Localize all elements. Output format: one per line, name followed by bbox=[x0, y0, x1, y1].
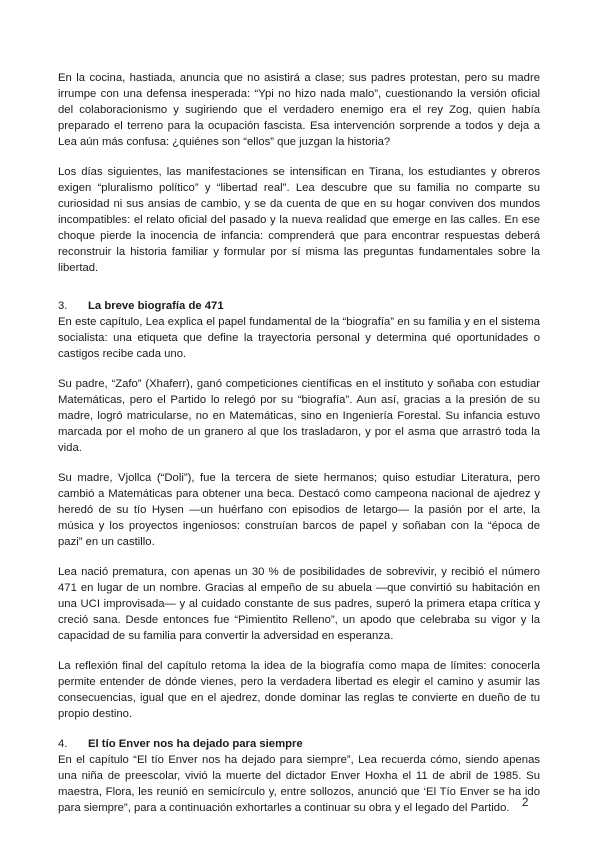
section-heading-4 bbox=[58, 736, 540, 752]
paragraph: Su padre, “Zafo” (Xhaferr), ganó competiciones científicas en el instituto y soñaba con estudiar Matemáticas, pero el Partido lo relegó por su “biografía”. Aun así, gracias a la presión de su madre, logró matricularse, no en Matemáticas, sino en Ingeniería Forestal. Su infancia estuvo marcada por el moho de un granero al que los trasladaron, y por el asma que arrastró toda la vida. bbox=[58, 378, 540, 454]
paragraph: En el capítulo “El tío Enver nos ha dejado para siempre”, Lea recuerda cómo, siendo apenas una niña de preescolar, vivió la muerte del dictador Enver Hoxha el 11 de abril de 1985. Su maestra, Flora, les reunió en semicírculo y, entre sollozos, anunció que ‘El Tío Enver se ha ido para siempre”, para a continuación exhortarles a continuar su obra y el legado del Partido. bbox=[58, 754, 540, 814]
section-title: El tío Enver nos ha dejado para siempre bbox=[88, 738, 303, 750]
paragraph: Su madre, Vjollca (“Doli”), fue la tercera de siete hermanos; quiso estudiar Literatura, pero cambió a Matemáticas para obtener una beca. Destacó como campeona nacional de ajedrez y heredó de su tío Hysen —un huérfano con episodios de letargo— la pasión por el arte, la música y los proyectos ingeniosos: construían barcos de papel y soñaban con la “época de pazi” en un castillo. bbox=[58, 472, 540, 548]
paragraph: En este capítulo, Lea explica el papel fundamental de la “biografía” en su familia y en el sistema socialista: una etiqueta que define la trayectoria personal y determina qué oportunidades o castigos recibe cada uno. bbox=[58, 316, 540, 360]
page-number: 2 bbox=[522, 797, 529, 809]
section-number: 4. bbox=[58, 738, 68, 750]
paragraph: Lea nació prematura, con apenas un 30 % de posibilidades de sobrevivir, y recibió el número 471 en lugar de un nombre. Gracias al empeño de su abuela —que convirtió su habitación en una UCI improvisada— y al cuidado constante de sus padres, superó la primera etapa crítica y creció sana. Desde entonces fue “Pimientito Relleno”, un apodo que celebraba su vigor y la capacidad de su familia para convertir la adversidad en esperanza. bbox=[58, 566, 540, 642]
paragraph: En la cocina, hastiada, anuncia que no asistirá a clase; sus padres protestan, pero su madre irrumpe con una defensa inesperada: “Ypi no hizo nada malo”, cuestionando la versión oficial del colaboracionismo y sugiriendo que el verdadero enemigo era el rey Zog, quien había preparado el terreno para la ocupación fascista. Esa intervención sorprende a todos y deja a Lea aún más confusa: ¿quiénes son “ellos” que juzgan la historia? bbox=[58, 72, 540, 148]
paragraph: La reflexión final del capítulo retoma la idea de la biografía como mapa de límites: conocerla permite entender de dónde vienes, pero la verdadera libertad es elegir el camino y asumir las consecuencias, igual que en el ajedrez, donde dominar las reglas te convierte en dueño de tu propio destino. bbox=[58, 660, 540, 720]
section-number: 3. bbox=[58, 300, 68, 312]
section-heading-3 bbox=[58, 298, 540, 314]
paragraph: Los días siguientes, las manifestaciones se intensifican en Tirana, los estudiantes y obreros exigen “pluralismo político” y “libertad real”. Lea descubre que su familia no comparte su curiosidad ni sus ansias de cambio, y se da cuenta de que en su hogar conviven dos mundos incompatibles: el relato oficial del pasado y la nueva realidad que emerge en las calles. En ese choque pierde la inocencia de infancia: comprenderá que para encontrar respuestas deberá reconstruir la historia familiar y formular por sí misma las preguntas fundamentales sobre la libertad. bbox=[58, 166, 540, 274]
section-title: La breve biografía de 471 bbox=[88, 300, 224, 312]
document-body bbox=[58, 70, 540, 830]
